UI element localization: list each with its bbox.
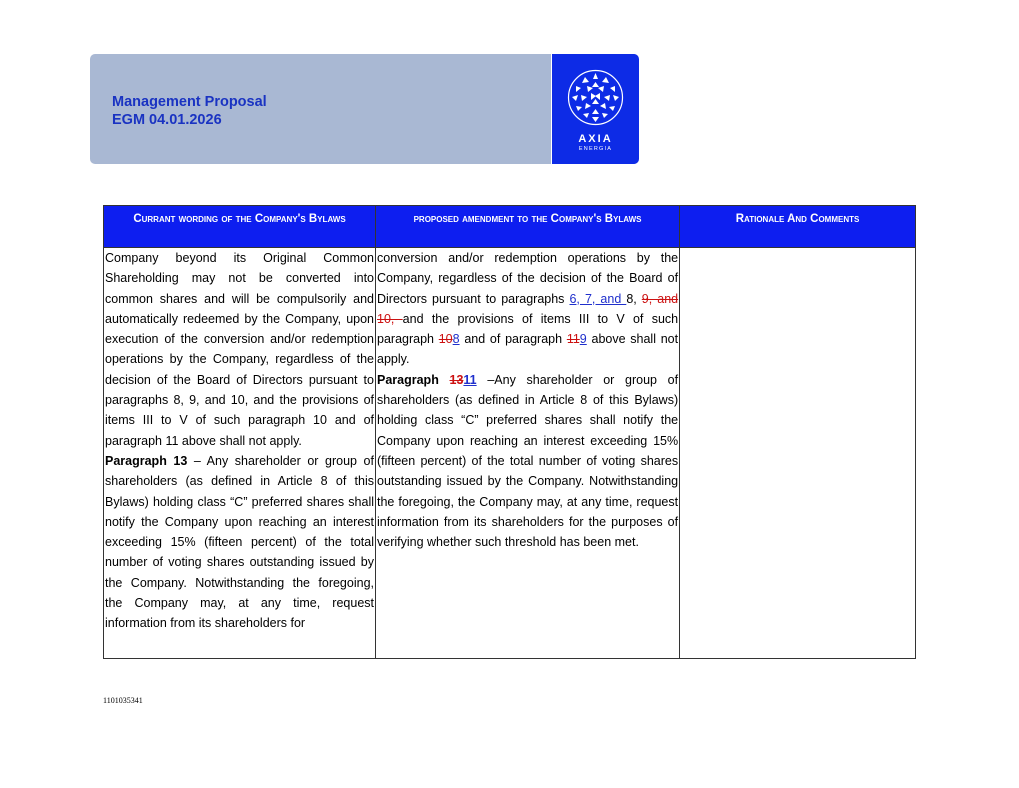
current-wording-cell (104, 248, 376, 659)
current-paragraph-13 (105, 451, 374, 634)
logo-subtitle: ENERGIA (578, 146, 613, 152)
proposed-paragraph-continued (377, 248, 678, 370)
header-current-wording: Currant wording of the Company's Bylaws (104, 206, 376, 248)
globe-logo-icon (567, 69, 624, 126)
title-line-1: Management Proposal (112, 94, 267, 110)
inserted-text: 8 (452, 332, 460, 347)
paragraph-text: –Any shareholder or group of shareholders (as defined in Article 8 of this Bylaws) holding class “C” preferred shares shall notify the Company upon reaching an interest exceeding 15% (fifteen percent) of the total number of voting shares outstanding issued by the Company. Notwithstanding the foregoing, the Company may, at any time, request information from its shareholders for the purposes of verifying whether such threshold has been met. (377, 372, 679, 550)
proposed-amendment-cell (376, 248, 680, 659)
text-segment: and of paragraph (459, 332, 567, 347)
header-proposed-amendment: proposed amendment to the Company's Bylaws (376, 206, 680, 248)
deleted-text: 13 (449, 372, 464, 387)
document-title (112, 93, 267, 129)
paragraph-text: – Any shareholder or group of shareholders (as defined in Article 8 of this Bylaws) holding class “C” preferred shares shall notify the Company upon reaching an interest exceeding 15% (fifteen percent) of the total number of voting shares outstanding issued by the Company. Notwithstanding the foregoing, the Company may, at any time, request information from its shareholders for (105, 453, 374, 631)
deleted-text: 9, and 10, (377, 291, 679, 326)
text-segment: conversion and/or redemption operations by the Company, regardless of the decision of the Board of Directors pursuant to paragraphs (377, 251, 679, 306)
paragraph-label: Paragraph (377, 372, 450, 387)
rationale-cell (680, 248, 916, 659)
logo-name: AXIA (578, 133, 613, 145)
table-row (104, 248, 916, 659)
deleted-text: 10 (438, 332, 453, 347)
title-line-2: EGM 04.01.2026 (112, 112, 222, 128)
inserted-text: 11 (463, 372, 477, 387)
text-segment: and the provisions of items III to V of such paragraph (377, 311, 679, 347)
inserted-text: 9 (579, 332, 587, 347)
company-logo (552, 54, 639, 164)
text-segment: above shall not apply. (377, 332, 679, 367)
proposed-paragraph-11 (377, 370, 678, 553)
bylaws-comparison-table (103, 205, 916, 659)
text-segment: 8, (626, 291, 642, 306)
paragraph-label: Paragraph 13 (105, 453, 188, 468)
header-rationale: Rationale And Comments (680, 206, 916, 248)
deleted-text: 11 (566, 332, 580, 347)
inserted-text: 6, 7, and (569, 291, 627, 306)
document-code: 1101035341 (103, 696, 143, 705)
table-header-row (104, 206, 916, 248)
current-paragraph-continued: Company beyond its Original Common Shareholding may not be converted into common shares and will be compulsorily and automatically redeemed by the Company, upon execution of the conversion and/or redemption operations by the Company, regardless of the decision of the Board of Directors pursuant to paragraphs 8, 9, and 10, and the provisions of items III to V of such paragraph 10 and of paragraph 11 above shall not apply. (105, 251, 374, 448)
